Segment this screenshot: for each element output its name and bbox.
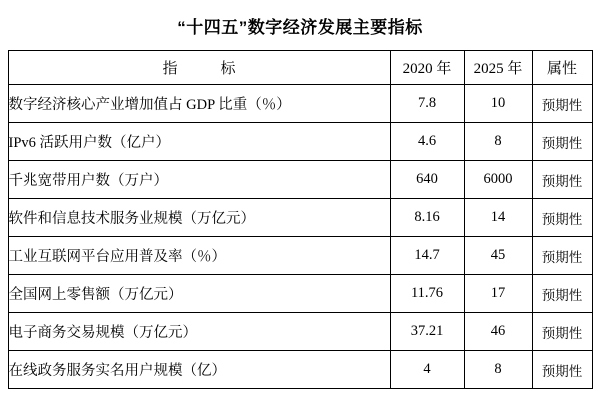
cell-2025: 46 (464, 313, 532, 351)
cell-indicator: 在线政务服务实名用户规模（亿） (8, 351, 390, 389)
cell-2020: 640 (390, 161, 464, 199)
column-header-2020: 2020 年 (390, 51, 464, 85)
cell-attribute: 预期性 (532, 313, 592, 351)
table-row (8, 275, 592, 313)
table-row (8, 85, 592, 123)
column-header-indicator: 指 标 (8, 51, 390, 85)
cell-2025: 10 (464, 85, 532, 123)
cell-2025: 14 (464, 199, 532, 237)
cell-indicator: IPv6 活跃用户数（亿户） (8, 123, 390, 161)
table-row (8, 123, 592, 161)
cell-2020: 11.76 (390, 275, 464, 313)
cell-2020: 4 (390, 351, 464, 389)
cell-2025: 8 (464, 123, 532, 161)
cell-attribute: 预期性 (532, 351, 592, 389)
cell-2025: 8 (464, 351, 532, 389)
page-title: “十四五”数字经济发展主要指标 (177, 18, 423, 37)
cell-2020: 7.8 (390, 85, 464, 123)
cell-indicator: 电子商务交易规模（万亿元） (8, 313, 390, 351)
table-header (8, 51, 592, 85)
table-row (8, 199, 592, 237)
cell-attribute: 预期性 (532, 85, 592, 123)
cell-indicator: 全国网上零售额（万亿元） (8, 275, 390, 313)
cell-2025: 6000 (464, 161, 532, 199)
cell-attribute: 预期性 (532, 161, 592, 199)
cell-2020: 37.21 (390, 313, 464, 351)
cell-attribute: 预期性 (532, 275, 592, 313)
cell-indicator: 软件和信息技术服务业规模（万亿元） (8, 199, 390, 237)
table-row (8, 351, 592, 389)
table-header-row (8, 51, 592, 85)
digital-economy-metrics-table (8, 50, 593, 389)
table-row (8, 161, 592, 199)
cell-2025: 17 (464, 275, 532, 313)
table-body (8, 85, 592, 389)
cell-2020: 14.7 (390, 237, 464, 275)
cell-indicator: 千兆宽带用户数（万户） (8, 161, 390, 199)
column-header-attribute: 属性 (532, 51, 592, 85)
cell-indicator: 工业互联网平台应用普及率（％） (8, 237, 390, 275)
table-row (8, 313, 592, 351)
cell-2025: 45 (464, 237, 532, 275)
cell-attribute: 预期性 (532, 237, 592, 275)
table-row (8, 237, 592, 275)
cell-indicator: 数字经济核心产业增加值占 GDP 比重（％） (8, 85, 390, 123)
cell-attribute: 预期性 (532, 199, 592, 237)
column-header-2025: 2025 年 (464, 51, 532, 85)
cell-2020: 4.6 (390, 123, 464, 161)
cell-2020: 8.16 (390, 199, 464, 237)
cell-attribute: 预期性 (532, 123, 592, 161)
